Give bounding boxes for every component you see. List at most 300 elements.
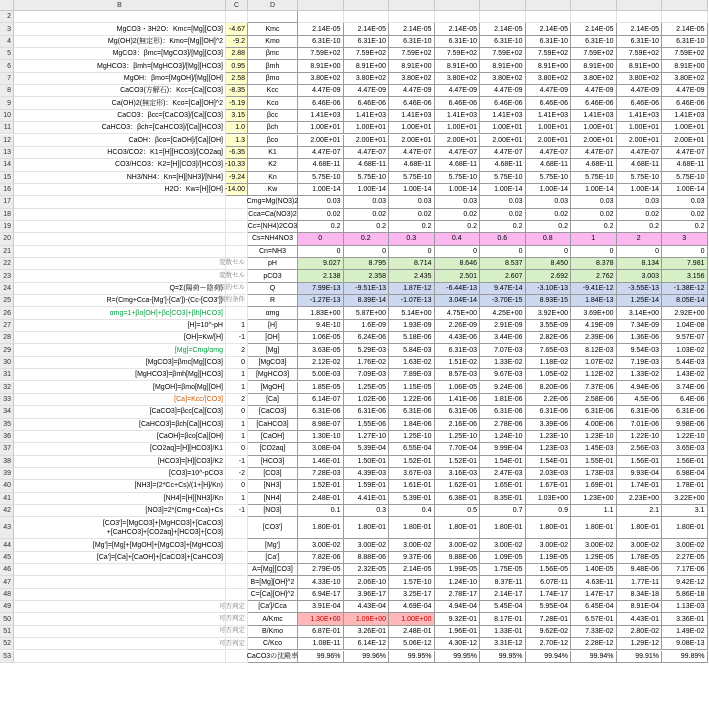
value-cell[interactable]: 2.692	[526, 270, 572, 282]
symbol-cell[interactable]: [Mg]	[248, 344, 298, 356]
symbol-cell[interactable]: Kmo	[248, 36, 298, 48]
row-number[interactable]: 50	[0, 613, 14, 625]
value-cell[interactable]: 2.47E-03	[480, 468, 526, 480]
value-cell[interactable]: 7.59E+02	[344, 48, 390, 60]
value-cell[interactable]: 1.00E-14	[571, 184, 617, 196]
param-cell[interactable]: 可否判定	[226, 601, 248, 613]
symbol-cell[interactable]: R	[248, 295, 298, 307]
value-cell[interactable]: 1.22E-10	[617, 431, 663, 443]
param-cell[interactable]: 1	[226, 419, 248, 431]
value-cell[interactable]: 2.358	[344, 270, 390, 282]
value-cell[interactable]: 6.46E-06	[571, 97, 617, 109]
symbol-cell[interactable]: [H]	[248, 320, 298, 332]
value-cell[interactable]: 7.59E+02	[662, 48, 708, 60]
value-cell[interactable]: 3.65E-03	[662, 443, 708, 455]
label-cell[interactable]	[14, 209, 226, 221]
value-cell[interactable]: 9.98E-06	[662, 419, 708, 431]
symbol-cell[interactable]: K2	[248, 159, 298, 171]
value-cell[interactable]: 1.09E-05	[480, 552, 526, 564]
value-cell[interactable]: 4.75E+00	[435, 307, 481, 319]
value-cell[interactable]: 6.4E-06	[662, 394, 708, 406]
label-cell[interactable]	[14, 638, 226, 650]
param-cell[interactable]	[226, 196, 248, 208]
row-number[interactable]: 2	[0, 11, 14, 23]
value-cell[interactable]: 6.31E-10	[389, 36, 435, 48]
value-cell[interactable]: 8.91E+00	[526, 60, 572, 72]
value-cell[interactable]: 6.46E-06	[435, 97, 481, 109]
value-cell[interactable]: 9.93E-04	[617, 468, 663, 480]
symbol-cell[interactable]: A=[Mg][CO3]	[248, 564, 298, 576]
value-cell[interactable]: 2.80E-02	[617, 626, 663, 638]
value-cell[interactable]: 0.2	[617, 221, 663, 233]
value-cell[interactable]: 6.94E-17	[298, 589, 344, 601]
symbol-cell[interactable]: βco	[248, 135, 298, 147]
value-cell[interactable]: 0.02	[344, 209, 390, 221]
value-cell[interactable]: 3.39E-06	[526, 419, 572, 431]
value-cell[interactable]: 99.96%	[298, 651, 344, 663]
label-cell[interactable]: CaHCO3：βch=[CaHCO3]/[Ca][HCO3]	[14, 122, 226, 134]
column-header-value[interactable]	[298, 0, 344, 11]
value-cell[interactable]: 3.00E-02	[435, 539, 481, 551]
empty-cell[interactable]	[389, 11, 435, 23]
value-cell[interactable]: 1.00E+01	[571, 122, 617, 134]
value-cell[interactable]: 1.52E-01	[298, 480, 344, 492]
value-cell[interactable]: 8.91E-04	[617, 601, 663, 613]
value-cell[interactable]: 1.77E-11	[617, 576, 663, 588]
value-cell[interactable]: 1.74E-01	[617, 480, 663, 492]
symbol-cell[interactable]: CaCO3の沈殿率	[248, 651, 298, 663]
param-cell[interactable]	[226, 233, 248, 245]
label-cell[interactable]: [Mg]=Cmg/αmg	[14, 344, 226, 356]
label-cell[interactable]	[14, 589, 226, 601]
value-cell[interactable]: 2.14E-05	[617, 23, 663, 35]
value-cell[interactable]: 0.02	[480, 209, 526, 221]
value-cell[interactable]: 6.31E-06	[389, 406, 435, 418]
value-cell[interactable]: 1.15E-05	[389, 382, 435, 394]
value-cell[interactable]: 1	[571, 233, 617, 245]
label-cell[interactable]	[14, 11, 226, 23]
symbol-cell[interactable]: [MgOH]	[248, 382, 298, 394]
value-cell[interactable]: 1.29E-12	[617, 638, 663, 650]
value-cell[interactable]: 0.2	[526, 221, 572, 233]
value-cell[interactable]: 0.02	[617, 209, 663, 221]
symbol-cell[interactable]: pCO3	[248, 270, 298, 282]
row-number[interactable]: 47	[0, 576, 14, 588]
value-cell[interactable]: 1.59E-01	[344, 480, 390, 492]
value-cell[interactable]: 6.31E-06	[344, 406, 390, 418]
value-cell[interactable]: 0.2	[480, 221, 526, 233]
value-cell[interactable]: 8.91E+00	[617, 60, 663, 72]
value-cell[interactable]: 0.3	[344, 505, 390, 517]
column-header-value[interactable]	[344, 0, 390, 11]
value-cell[interactable]: 6.31E-10	[298, 36, 344, 48]
value-cell[interactable]: 5.45E-04	[480, 601, 526, 613]
value-cell[interactable]: 99.95%	[435, 651, 481, 663]
row-number[interactable]: 12	[0, 135, 14, 147]
value-cell[interactable]: 7.37E-06	[571, 382, 617, 394]
value-cell[interactable]: 1.18E-02	[526, 357, 572, 369]
value-cell[interactable]: 3.74E-06	[662, 382, 708, 394]
value-cell[interactable]: 1.00E+01	[617, 122, 663, 134]
value-cell[interactable]: 1.29E-05	[571, 552, 617, 564]
value-cell[interactable]: 1.85E-05	[298, 382, 344, 394]
value-cell[interactable]: 5.75E-10	[389, 172, 435, 184]
value-cell[interactable]: 2.14E-05	[526, 23, 572, 35]
symbol-cell[interactable]: Q	[248, 283, 298, 295]
value-cell[interactable]: 1.6E-09	[344, 320, 390, 332]
value-cell[interactable]: 5.75E-10	[662, 172, 708, 184]
value-cell[interactable]: 6.31E-10	[344, 36, 390, 48]
value-cell[interactable]: 8.12E-03	[571, 344, 617, 356]
value-cell[interactable]: 1.41E+03	[389, 110, 435, 122]
value-cell[interactable]: 2.16E-06	[435, 419, 481, 431]
label-cell[interactable]: [MgOH]=βmo[Mg][OH]	[14, 382, 226, 394]
value-cell[interactable]: 2.03E-03	[526, 468, 572, 480]
param-cell[interactable]: -14.00	[226, 184, 248, 196]
value-cell[interactable]: 4.68E-11	[526, 159, 572, 171]
param-cell[interactable]: 0.95	[226, 60, 248, 72]
value-cell[interactable]: 9.47E-14	[480, 283, 526, 295]
value-cell[interactable]: 3.14E+00	[617, 307, 663, 319]
value-cell[interactable]: 2.82E-06	[526, 332, 572, 344]
value-cell[interactable]: 1.00E+01	[344, 122, 390, 134]
value-cell[interactable]: 7.09E-03	[344, 369, 390, 381]
value-cell[interactable]: 1.13E-03	[662, 601, 708, 613]
value-cell[interactable]: 0.2	[298, 221, 344, 233]
value-cell[interactable]: 1.80E-01	[526, 517, 572, 539]
column-header-c[interactable]: C	[226, 0, 248, 11]
value-cell[interactable]: 1.41E-06	[435, 394, 481, 406]
value-cell[interactable]: 2.28E-12	[571, 638, 617, 650]
value-cell[interactable]: 3.00E-02	[662, 539, 708, 551]
label-cell[interactable]	[14, 517, 226, 539]
value-cell[interactable]: 1.23E-10	[571, 431, 617, 443]
empty-cell[interactable]	[435, 11, 481, 23]
value-cell[interactable]: -3.70E-15	[480, 295, 526, 307]
param-cell[interactable]: -2	[226, 468, 248, 480]
param-cell[interactable]: -1	[226, 456, 248, 468]
value-cell[interactable]: 2.00E+01	[344, 135, 390, 147]
value-cell[interactable]: 0.5	[435, 505, 481, 517]
value-cell[interactable]: 7.59E+02	[617, 48, 663, 60]
symbol-cell[interactable]: [Mg']	[248, 539, 298, 551]
param-cell[interactable]: 可否判定	[226, 613, 248, 625]
value-cell[interactable]: 3	[662, 233, 708, 245]
value-cell[interactable]: 6.31E-10	[480, 36, 526, 48]
symbol-cell[interactable]: βch	[248, 122, 298, 134]
param-cell[interactable]: 3.15	[226, 110, 248, 122]
value-cell[interactable]: 0.02	[571, 209, 617, 221]
value-cell[interactable]: 0.02	[389, 209, 435, 221]
value-cell[interactable]: 2.91E-09	[480, 320, 526, 332]
value-cell[interactable]: 3.16E-03	[435, 468, 481, 480]
value-cell[interactable]: 2.14E-05	[571, 23, 617, 35]
value-cell[interactable]: 4.41E-01	[344, 493, 390, 505]
value-cell[interactable]: 5.39E-01	[389, 493, 435, 505]
row-number[interactable]: 52	[0, 638, 14, 650]
empty-cell[interactable]	[662, 11, 708, 23]
value-cell[interactable]: 4.47E-09	[344, 85, 390, 97]
value-cell[interactable]: 8.88E-06	[344, 552, 390, 564]
value-cell[interactable]: 4.68E-11	[389, 159, 435, 171]
value-cell[interactable]: 6.46E-06	[344, 97, 390, 109]
param-cell[interactable]	[226, 11, 248, 23]
row-number[interactable]: 17	[0, 196, 14, 208]
value-cell[interactable]: 1.00E+01	[480, 122, 526, 134]
value-cell[interactable]: 1.30E+00	[298, 613, 344, 625]
label-cell[interactable]: MgOH：βmo=[MgOH]/[Mg][OH]	[14, 73, 226, 85]
param-cell[interactable]: 制約条件	[226, 295, 248, 307]
value-cell[interactable]: 1.80E-01	[571, 517, 617, 539]
value-cell[interactable]: 7.70E-04	[435, 443, 481, 455]
value-cell[interactable]: 1.25E-05	[344, 382, 390, 394]
row-number[interactable]: 9	[0, 97, 14, 109]
symbol-cell[interactable]: [Ca']	[248, 552, 298, 564]
label-cell[interactable]	[14, 613, 226, 625]
value-cell[interactable]: 1.02E-06	[344, 394, 390, 406]
value-cell[interactable]: 7.17E-06	[662, 564, 708, 576]
value-cell[interactable]: 8.378	[571, 258, 617, 270]
symbol-cell[interactable]: [Ca']/Cca	[248, 601, 298, 613]
symbol-cell[interactable]: [Ca]	[248, 394, 298, 406]
value-cell[interactable]: 6.31E-10	[662, 36, 708, 48]
value-cell[interactable]: 2.00E+01	[526, 135, 572, 147]
value-cell[interactable]: 0.02	[662, 209, 708, 221]
param-cell[interactable]: -9.24	[226, 172, 248, 184]
value-cell[interactable]: 6.31E-06	[480, 406, 526, 418]
value-cell[interactable]: -3.55E-13	[617, 283, 663, 295]
value-cell[interactable]: 2.501	[435, 270, 481, 282]
value-cell[interactable]: 1.12E-02	[571, 369, 617, 381]
label-cell[interactable]: MgCO3：βmc=[MgCO3]/[Mg][CO3]	[14, 48, 226, 60]
value-cell[interactable]: 4.47E-09	[617, 85, 663, 97]
label-cell[interactable]: [OH]=Kw/[H]	[14, 332, 226, 344]
row-number[interactable]: 27	[0, 320, 14, 332]
value-cell[interactable]: 6.45E-04	[571, 601, 617, 613]
value-cell[interactable]: 7.59E+02	[480, 48, 526, 60]
value-cell[interactable]: 7.19E-03	[617, 357, 663, 369]
value-cell[interactable]: 0.02	[298, 209, 344, 221]
value-cell[interactable]: 5.44E-03	[662, 357, 708, 369]
row-number[interactable]: 29	[0, 344, 14, 356]
param-cell[interactable]: 変数セル	[226, 258, 248, 270]
empty-cell[interactable]	[344, 11, 390, 23]
param-cell[interactable]	[226, 564, 248, 576]
row-number[interactable]: 18	[0, 209, 14, 221]
value-cell[interactable]: 4.47E-09	[571, 85, 617, 97]
value-cell[interactable]: 1.52E-01	[435, 456, 481, 468]
value-cell[interactable]: 1.00E-14	[344, 184, 390, 196]
value-cell[interactable]: 8.35E-01	[480, 493, 526, 505]
value-cell[interactable]: 3.00E-02	[480, 539, 526, 551]
row-number[interactable]: 26	[0, 307, 14, 319]
row-number[interactable]: 45	[0, 552, 14, 564]
value-cell[interactable]: 99.94%	[571, 651, 617, 663]
value-cell[interactable]: 9.54E-03	[617, 344, 663, 356]
value-cell[interactable]: 4.68E-11	[344, 159, 390, 171]
label-cell[interactable]: [CaHCO3]=βch[Ca][HCO3]	[14, 419, 226, 431]
value-cell[interactable]: 6.31E-10	[435, 36, 481, 48]
value-cell[interactable]: 4.43E-01	[617, 613, 663, 625]
value-cell[interactable]: 2.48E-01	[298, 493, 344, 505]
value-cell[interactable]: 1.00E-14	[526, 184, 572, 196]
param-cell[interactable]	[226, 307, 248, 319]
row-number[interactable]: 49	[0, 601, 14, 613]
value-cell[interactable]: 1.33E-01	[480, 626, 526, 638]
label-cell[interactable]	[14, 576, 226, 588]
value-cell[interactable]: 0	[480, 246, 526, 258]
value-cell[interactable]: 4.43E-04	[344, 601, 390, 613]
param-cell[interactable]: -6.35	[226, 147, 248, 159]
value-cell[interactable]: 8.91E+00	[480, 60, 526, 72]
value-cell[interactable]: 1.25E-10	[389, 431, 435, 443]
value-cell[interactable]: 2.14E-05	[344, 23, 390, 35]
symbol-cell[interactable]: [OH]	[248, 332, 298, 344]
value-cell[interactable]: 1.41E+03	[344, 110, 390, 122]
value-cell[interactable]: 8.91E+00	[435, 60, 481, 72]
value-cell[interactable]: 3.00E-02	[571, 539, 617, 551]
value-cell[interactable]: 9.027	[298, 258, 344, 270]
value-cell[interactable]: 1.62E-01	[435, 480, 481, 492]
row-number[interactable]: 14	[0, 159, 14, 171]
value-cell[interactable]: 1.99E-05	[435, 564, 481, 576]
value-cell[interactable]: 0	[662, 246, 708, 258]
value-cell[interactable]: 2.14E-05	[389, 23, 435, 35]
value-cell[interactable]: 1.74E-17	[526, 589, 572, 601]
value-cell[interactable]: 6.24E-06	[344, 332, 390, 344]
value-cell[interactable]: 2.78E-06	[480, 419, 526, 431]
symbol-cell[interactable]: pH	[248, 258, 298, 270]
value-cell[interactable]: 0	[526, 246, 572, 258]
value-cell[interactable]: 1.93E-09	[389, 320, 435, 332]
value-cell[interactable]: 5.14E+00	[389, 307, 435, 319]
value-cell[interactable]: 0.03	[662, 196, 708, 208]
value-cell[interactable]: 1.56E-01	[617, 456, 663, 468]
row-number[interactable]: 4	[0, 36, 14, 48]
param-cell[interactable]: 0	[226, 480, 248, 492]
value-cell[interactable]: 7.59E+02	[571, 48, 617, 60]
symbol-cell[interactable]: [CaHCO3]	[248, 419, 298, 431]
value-cell[interactable]: 1.22E-10	[662, 431, 708, 443]
symbol-cell[interactable]: Cs=NH4NO3	[248, 233, 298, 245]
value-cell[interactable]: 6.46E-06	[662, 97, 708, 109]
value-cell[interactable]: 3.44E-06	[480, 332, 526, 344]
value-cell[interactable]: 1.55E-01	[571, 456, 617, 468]
label-cell[interactable]: Q=Σ(陽荷ー陰荷)	[14, 283, 226, 295]
label-cell[interactable]: CaOH：βco=[CaOH]/[Ca][OH]	[14, 135, 226, 147]
value-cell[interactable]: 6.31E-06	[526, 406, 572, 418]
value-cell[interactable]: 0.03	[389, 196, 435, 208]
value-cell[interactable]: 6.87E-01	[298, 626, 344, 638]
value-cell[interactable]: 3.00E-02	[344, 539, 390, 551]
value-cell[interactable]: 7.34E-09	[617, 320, 663, 332]
value-cell[interactable]: 4.47E-07	[526, 147, 572, 159]
value-cell[interactable]: 6.31E-06	[435, 406, 481, 418]
value-cell[interactable]: 1.41E+03	[480, 110, 526, 122]
value-cell[interactable]: 5.75E-10	[435, 172, 481, 184]
value-cell[interactable]: 4.47E-07	[298, 147, 344, 159]
value-cell[interactable]: 1.00E+01	[298, 122, 344, 134]
value-cell[interactable]: 1.80E-01	[344, 517, 390, 539]
row-number[interactable]: 34	[0, 406, 14, 418]
value-cell[interactable]: 7.07E-03	[480, 344, 526, 356]
value-cell[interactable]: 4.47E-09	[526, 85, 572, 97]
value-cell[interactable]: 0	[298, 233, 344, 245]
value-cell[interactable]: 9.24E-06	[480, 382, 526, 394]
param-cell[interactable]: -4.67	[226, 23, 248, 35]
label-cell[interactable]: Ca(OH)2(無定形)：Kco=[Ca][OH]^2	[14, 97, 226, 109]
param-cell[interactable]	[226, 589, 248, 601]
value-cell[interactable]: 4.68E-11	[298, 159, 344, 171]
value-cell[interactable]: 7.28E-03	[298, 468, 344, 480]
value-cell[interactable]: 1.80E-01	[662, 517, 708, 539]
value-cell[interactable]: 5.06E-12	[389, 638, 435, 650]
value-cell[interactable]: 3.26E-01	[344, 626, 390, 638]
row-number[interactable]: 51	[0, 626, 14, 638]
row-number[interactable]: 3	[0, 23, 14, 35]
value-cell[interactable]: 2.48E-01	[389, 626, 435, 638]
row-number[interactable]: 31	[0, 369, 14, 381]
value-cell[interactable]: 2.762	[571, 270, 617, 282]
value-cell[interactable]: 2.32E-05	[344, 564, 390, 576]
value-cell[interactable]: 6.46E-06	[480, 97, 526, 109]
value-cell[interactable]: -1.07E-13	[389, 295, 435, 307]
value-cell[interactable]: 3.156	[662, 270, 708, 282]
value-cell[interactable]: -3.10E-13	[526, 283, 572, 295]
label-cell[interactable]: [CaOH]=βco[Ca][OH]	[14, 431, 226, 443]
value-cell[interactable]: 1.43E-02	[662, 369, 708, 381]
value-cell[interactable]: 2.14E-05	[435, 23, 481, 35]
symbol-cell[interactable]: B/Kmo	[248, 626, 298, 638]
value-cell[interactable]: 3.63E-05	[298, 344, 344, 356]
value-cell[interactable]: 7.59E+02	[526, 48, 572, 60]
value-cell[interactable]: 4.47E-07	[617, 147, 663, 159]
value-cell[interactable]: 9.57E-07	[662, 332, 708, 344]
row-number[interactable]: 46	[0, 564, 14, 576]
label-cell[interactable]: [NO3]=2*(Cmg+Cca)+Cs	[14, 505, 226, 517]
value-cell[interactable]: 8.795	[344, 258, 390, 270]
row-number[interactable]: 53	[0, 651, 14, 663]
symbol-cell[interactable]	[248, 11, 298, 23]
row-number[interactable]: 44	[0, 539, 14, 551]
value-cell[interactable]: 6.31E-10	[617, 36, 663, 48]
value-cell[interactable]: 1.76E-02	[344, 357, 390, 369]
value-cell[interactable]: 2.14E-05	[662, 23, 708, 35]
label-cell[interactable]: Mg(OH)2(無定形)：Kmo=[Mg][OH]^2	[14, 36, 226, 48]
value-cell[interactable]: 0.6	[480, 233, 526, 245]
row-number[interactable]: 22	[0, 258, 14, 270]
symbol-cell[interactable]: [CaCO3]	[248, 406, 298, 418]
param-cell[interactable]	[226, 539, 248, 551]
label-cell[interactable]: R=(Cmg+Cca-[Mg']-[Ca'])-(Cc-[CO3'])	[14, 295, 226, 307]
value-cell[interactable]: 2.56E-03	[617, 443, 663, 455]
value-cell[interactable]: 1.49E-02	[662, 626, 708, 638]
row-number[interactable]: 6	[0, 60, 14, 72]
label-cell[interactable]: [HCO3]=[H][CO3]/K2	[14, 456, 226, 468]
value-cell[interactable]: 0.2	[571, 221, 617, 233]
value-cell[interactable]: 4.19E-09	[571, 320, 617, 332]
symbol-cell[interactable]: C/Kco	[248, 638, 298, 650]
row-number[interactable]: 16	[0, 184, 14, 196]
empty-cell[interactable]	[571, 11, 617, 23]
value-cell[interactable]: 0.02	[435, 209, 481, 221]
value-cell[interactable]: 1.00E-14	[662, 184, 708, 196]
value-cell[interactable]: 8.93E-15	[526, 295, 572, 307]
value-cell[interactable]: 1.75E-05	[480, 564, 526, 576]
value-cell[interactable]: 6.14E-07	[298, 394, 344, 406]
value-cell[interactable]: 2.06E-10	[344, 576, 390, 588]
value-cell[interactable]: 4.94E-04	[435, 601, 481, 613]
